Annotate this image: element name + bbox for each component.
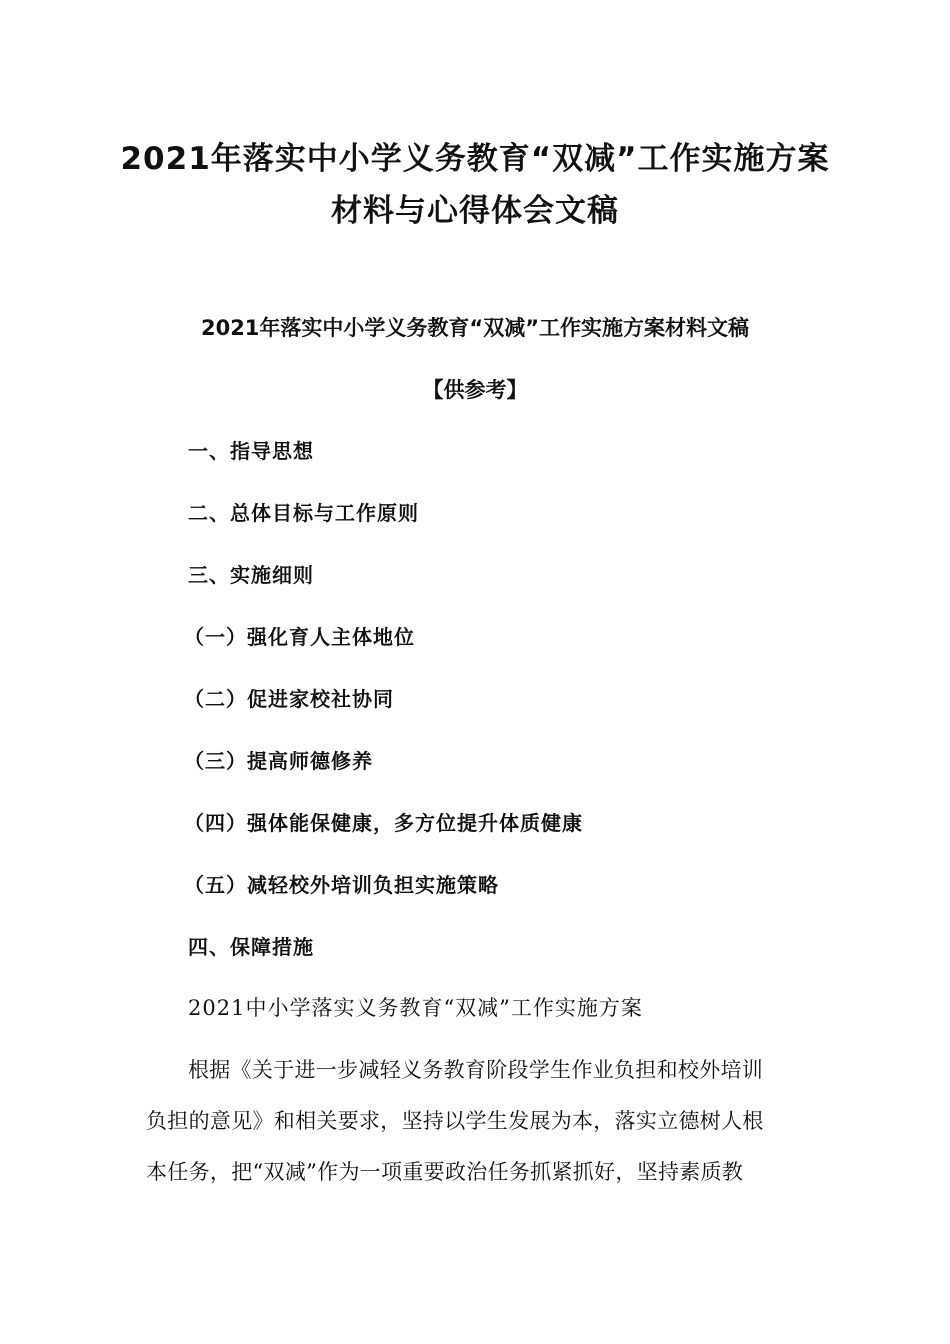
document-title-line-2: 材料与心得体会文稿 <box>331 193 619 229</box>
paragraph-line-2: 负担的意见》和相关要求，坚持以学生发展为本，落实立德树人根 <box>146 1109 764 1133</box>
outline-item-implementation-rules: 三、实施细则 <box>188 563 314 587</box>
reference-note: 【供参考】 <box>422 378 528 402</box>
outline-item-guiding-thought: 一、指导思想 <box>188 439 314 463</box>
outline-subitem-3: （三）提高师德修养 <box>184 749 373 773</box>
outline-subitem-4: （四）强体能保健康，多方位提升体质健康 <box>184 811 583 835</box>
outline-subitem-1: （一）强化育人主体地位 <box>184 625 415 649</box>
outline-subitem-5: （五）减轻校外培训负担实施策略 <box>184 873 499 897</box>
document-subtitle: 2021年落实中小学义务教育“双减”工作实施方案材料文稿 <box>200 316 750 340</box>
outline-subitem-2: （二）促进家校社协同 <box>184 687 394 711</box>
paragraph-line-1: 根据《关于进一步减轻义务教育阶段学生作业负担和校外培训 <box>188 1058 764 1082</box>
document-title-line-1: 2021年落实中小学义务教育“双减”工作实施方案 <box>120 141 830 177</box>
section-title: 2021中小学落实义务教育“双减”工作实施方案 <box>188 996 643 1020</box>
outline-item-safeguard-measures: 四、保障措施 <box>188 935 314 959</box>
paragraph-line-3: 本任务，把“双减”作为一项重要政治任务抓紧抓好，坚持素质教 <box>146 1160 744 1184</box>
outline-item-overall-goals: 二、总体目标与工作原则 <box>188 501 419 525</box>
